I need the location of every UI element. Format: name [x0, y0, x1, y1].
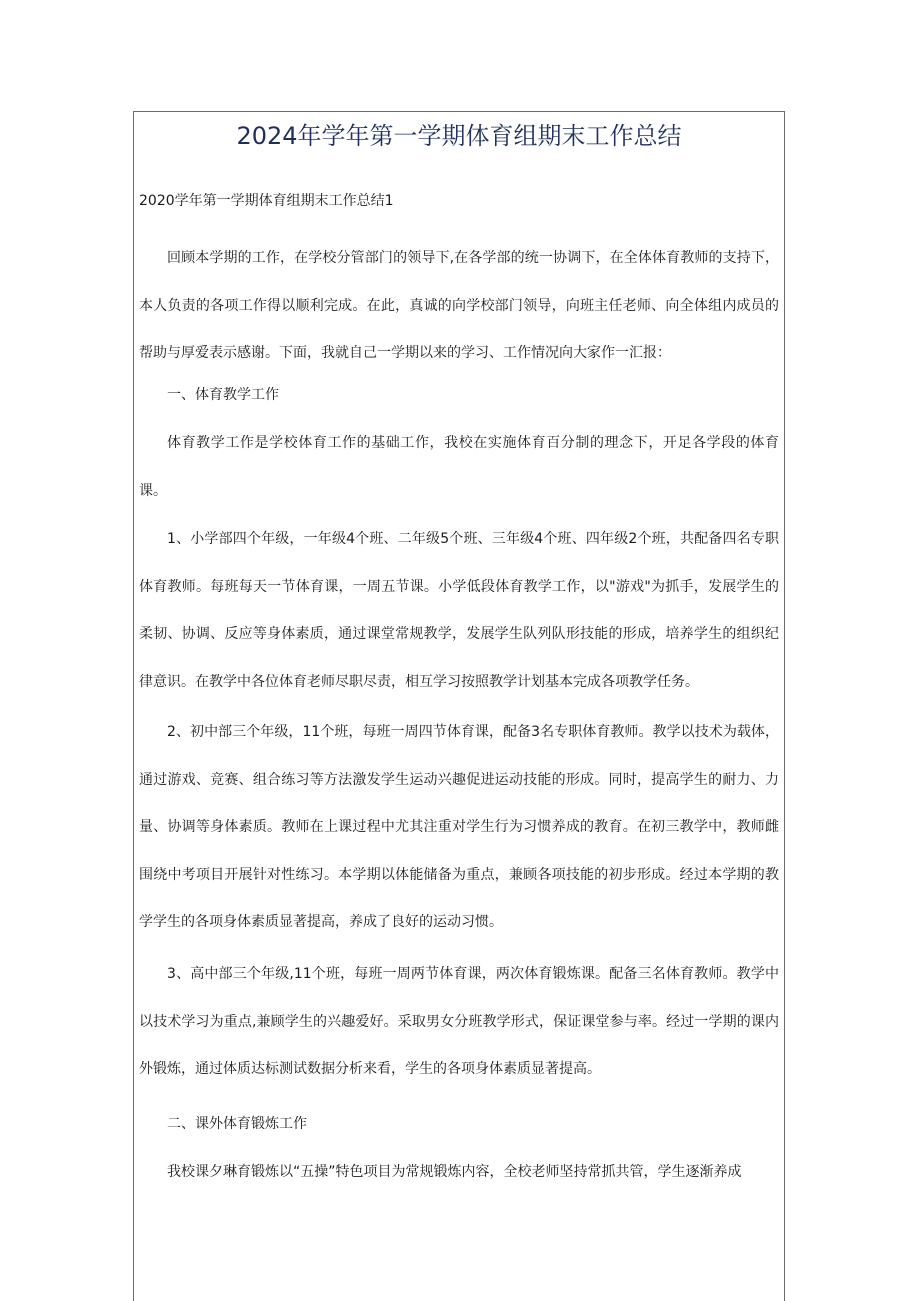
item-2-paragraph: 2、初中部三个年级，11个班，每班一周四节体育课，配备3名专职体育教师。教学以技术为载体，通过游戏、竞赛、组合练习等方法激发学生运动兴趣促进运动技能的形成。同时，提高学生的耐力、力量、协调等身体素质。教师在上课过程中尤其注重对学生行为习惯养成的教育。在初三教学中，教师雌围绕中考项目开展针对性练习。本学期以体能储备为重点，兼顾各项技能的初步形成。经过本学期的教学学生的各项身体素质显著提高，养成了良好的运动习惯。	[139, 724, 779, 930]
document-subtitle: 2020学年第一学期体育组期末工作总结1	[139, 193, 394, 209]
section-2-intro-paragraph: 我校课夕琳育锻炼以“五操”特色项目为常规锻炼内容，全校老师坚持常抓共管，学生逐渐养成	[167, 1164, 742, 1180]
document-title: 2024年学年第一学期体育组期末工作总结	[236, 122, 682, 150]
section-1-intro-paragraph: 体育教学工作是学校体育工作的基础工作，我校在实施体育百分制的理念下，开足各学段的体育课。	[139, 435, 779, 499]
section-1-heading: 一、体育教学工作	[167, 387, 279, 403]
intro-paragraph: 回顾本学期的工作，在学校分管部门的领导下,在各学部的统一协调下，在全体体育教师的支持下，本人负责的各项工作得以顺利完成。在此，真诚的向学校部门领导，向班主任老师、向全体组内成员的帮助与厚爱表示感谢。下面，我就自己一学期以来的学习、工作情况向大家作一汇报：	[139, 250, 779, 361]
section-2-heading: 二、课外体育锻炼工作	[167, 1116, 307, 1132]
item-3-paragraph: 3、高中部三个年级,11个班，每班一周两节体育课，两次体育锻炼课。配备三名体育教师。教学中以技术学习为重点,兼顾学生的兴趣爱好。采取男女分班教学形式，保证课堂参与率。经过一学期的课内外锻炼，通过体质达标测试数据分析来看，学生的各项身体素质显著提高。	[139, 966, 779, 1077]
item-1-paragraph: 1、小学部四个年级，一年级4个班、二年级5个班、三年级4个班、四年级2个班，共配备四名专职体育教师。每班每天一节体育课，一周五节课。小学低段体育教学工作，以"游戏"为抓手，发展学生的柔韧、协调、反应等身体素质，通过课堂常规教学，发展学生队列队形技能的形成，培养学生的组织纪律意识。在教学中各位体育老师尽职尽责，相互学习按照教学计划基本完成各项教学任务。	[139, 531, 779, 690]
